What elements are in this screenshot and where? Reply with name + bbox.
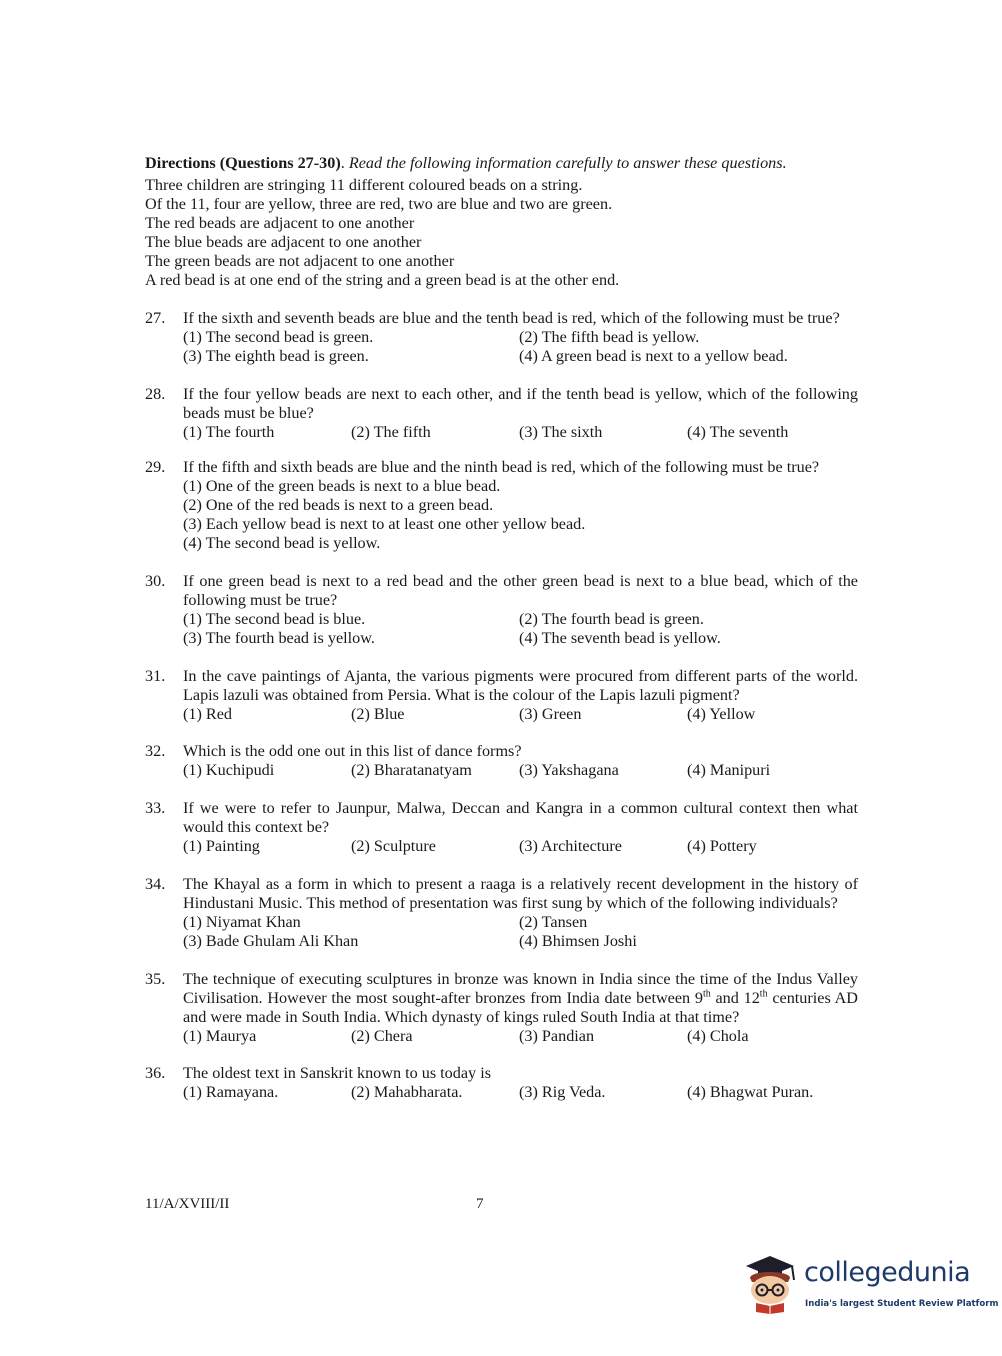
answer-option[interactable]: (4) A green bead is next to a yellow bead.	[519, 347, 788, 365]
answer-option[interactable]: (3) Bade Ghulam Ali Khan	[183, 932, 359, 950]
question-number: 28.	[145, 385, 166, 403]
question-number: 31.	[145, 667, 166, 685]
question-36	[145, 1064, 858, 1102]
question-34	[145, 875, 858, 951]
question-text: Which is the odd one out in this list of dance forms?	[183, 742, 522, 760]
logo-wordmark: collegedunia	[804, 1257, 971, 1288]
info-line: A red bead is at one end of the string and a green bead is at the other end.	[145, 271, 620, 289]
question-31	[145, 667, 858, 724]
question-number: 35.	[145, 970, 166, 988]
answer-options	[183, 328, 858, 366]
answer-options	[183, 761, 858, 780]
answer-option[interactable]: (1) The fourth	[183, 423, 275, 441]
directions-label: Directions (Questions 27-30)	[145, 154, 341, 172]
question-text: If the four yellow beads are next to each other, and if the tenth bead is yellow, which of the following beads must be blue?	[183, 385, 858, 422]
question-33	[145, 799, 858, 856]
answer-option[interactable]: (2) Chera	[351, 1027, 413, 1045]
question-29	[145, 458, 858, 553]
answer-option[interactable]: (1) Kuchipudi	[183, 761, 275, 779]
question-text: The Khayal as a form in which to present a raaga is a relatively recent development in the history of Hindustani Music. This method of presentation was first sung by which of the following individuals?	[183, 875, 858, 912]
answer-option[interactable]: (1) Ramayana.	[183, 1083, 279, 1101]
collegedunia-logo[interactable]	[742, 1244, 999, 1324]
question-27	[145, 309, 858, 366]
student-mascot-icon	[742, 1248, 804, 1314]
question-number: 36.	[145, 1064, 166, 1082]
question-30	[145, 572, 858, 648]
answer-option[interactable]: (1) Red	[183, 705, 232, 723]
answer-option[interactable]: (1) The second bead is green.	[183, 328, 374, 346]
answer-option[interactable]: (1) One of the green beads is next to a blue bead.	[183, 477, 501, 495]
question-text: If the sixth and seventh beads are blue and the tenth bead is red, which of the following must be true?	[183, 309, 840, 327]
answer-option[interactable]: (2) The fifth	[351, 423, 431, 441]
question-number: 33.	[145, 799, 166, 817]
ordinal-suffix: th	[759, 988, 768, 1000]
question-page	[145, 152, 858, 1102]
info-line: The green beads are not adjacent to one another	[145, 252, 455, 270]
question-text: If one green bead is next to a red bead and the other green bead is next to a blue bead, which of the following must be true?	[183, 572, 858, 609]
answer-option[interactable]: (4) Pottery	[687, 837, 757, 855]
answer-options	[183, 705, 858, 724]
answer-options	[183, 610, 858, 648]
question-text	[183, 970, 858, 1027]
answer-option[interactable]: (4) Manipuri	[687, 761, 771, 779]
question-32	[145, 742, 858, 780]
answer-option[interactable]: (1) Painting	[183, 837, 260, 855]
bead-info-block	[145, 176, 858, 290]
answer-option[interactable]: (2) Blue	[351, 705, 405, 723]
answer-options	[183, 913, 858, 951]
answer-option[interactable]: (3) Yakshagana	[519, 761, 619, 779]
info-line: Three children are stringing 11 different coloured beads on a string.	[145, 176, 583, 194]
question-text: The oldest text in Sanskrit known to us today is	[183, 1064, 491, 1082]
answer-option[interactable]: (4) The second bead is yellow.	[183, 534, 381, 552]
answer-option[interactable]: (1) The second bead is blue.	[183, 610, 366, 628]
answer-option[interactable]: (2) Bharatanatyam	[351, 761, 472, 779]
question-text: In the cave paintings of Ajanta, the various pigments were procured from different parts of the world. Lapis lazuli was obtained from Persia. What is the colour of the Lapis lazuli pigment?	[183, 667, 858, 704]
answer-option[interactable]: (4) Chola	[687, 1027, 749, 1045]
answer-option[interactable]: (2) Sculpture	[351, 837, 436, 855]
answer-option[interactable]: (4) Yellow	[687, 705, 756, 723]
question-number: 32.	[145, 742, 166, 760]
question-number: 34.	[145, 875, 166, 893]
answer-options	[183, 1027, 858, 1046]
answer-option[interactable]: (3) The eighth bead is green.	[183, 347, 369, 365]
question-text-part: The technique of executing sculptures in bronze was known in India since the time of the Indus Valley Civilisation. However the most sought-after bronzes from India date between 9	[183, 970, 858, 1007]
answer-option[interactable]: (2) The fifth bead is yellow.	[519, 328, 700, 346]
answer-options	[183, 423, 858, 442]
question-35	[145, 970, 858, 1046]
question-text-part: centuries AD and were made in South India. Which dynasty of kings ruled South India at that time?	[183, 989, 858, 1026]
answer-option[interactable]: (2) Tansen	[519, 913, 588, 931]
paper-code: 11/A/XVIII/II	[145, 1196, 230, 1212]
question-text: If the fifth and sixth beads are blue and the ninth bead is red, which of the following must be true?	[183, 458, 820, 476]
answer-options	[183, 837, 858, 856]
answer-option[interactable]: (3) Rig Veda.	[519, 1083, 606, 1101]
answer-option[interactable]: (4) The seventh	[687, 423, 789, 441]
logo-tagline: India's largest Student Review Platform	[805, 1299, 999, 1309]
directions-separator: .	[340, 154, 349, 172]
question-text: If we were to refer to Jaunpur, Malwa, Deccan and Kangra in a common cultural context then what would this context be?	[183, 799, 858, 836]
info-line: Of the 11, four are yellow, three are red, two are blue and two are green.	[145, 195, 613, 213]
answer-option[interactable]: (4) Bhagwat Puran.	[687, 1083, 814, 1101]
question-text-part: and 12	[710, 989, 760, 1007]
answer-option[interactable]: (3) Each yellow bead is next to at least one other yellow bead.	[183, 515, 586, 533]
info-line: The red beads are adjacent to one another	[145, 214, 415, 232]
info-line: The blue beads are adjacent to one another	[145, 233, 422, 251]
answer-option[interactable]: (2) Mahabharata.	[351, 1083, 463, 1101]
answer-option[interactable]: (3) The sixth	[519, 423, 603, 441]
question-28	[145, 385, 858, 442]
answer-option[interactable]: (4) Bhimsen Joshi	[519, 932, 637, 950]
page-number: 7	[476, 1196, 484, 1212]
answer-options	[183, 477, 858, 553]
answer-option[interactable]: (3) Architecture	[519, 837, 622, 855]
question-number: 27.	[145, 309, 166, 327]
answer-option[interactable]: (3) Green	[519, 705, 582, 723]
answer-option[interactable]: (2) The fourth bead is green.	[519, 610, 704, 628]
question-number: 30.	[145, 572, 166, 590]
answer-option[interactable]: (2) One of the red beads is next to a green bead.	[183, 496, 494, 514]
answer-options	[183, 1083, 858, 1102]
answer-option[interactable]: (3) The fourth bead is yellow.	[183, 629, 375, 647]
ordinal-suffix: th	[702, 988, 711, 1000]
directions-heading	[145, 152, 858, 174]
answer-option[interactable]: (4) The seventh bead is yellow.	[519, 629, 721, 647]
answer-option[interactable]: (3) Pandian	[519, 1027, 595, 1045]
answer-option[interactable]: (1) Niyamat Khan	[183, 913, 301, 931]
directions-instruction: Read the following information carefully to answer these questions.	[348, 154, 787, 172]
answer-option[interactable]: (1) Maurya	[183, 1027, 257, 1045]
question-number: 29.	[145, 458, 166, 476]
